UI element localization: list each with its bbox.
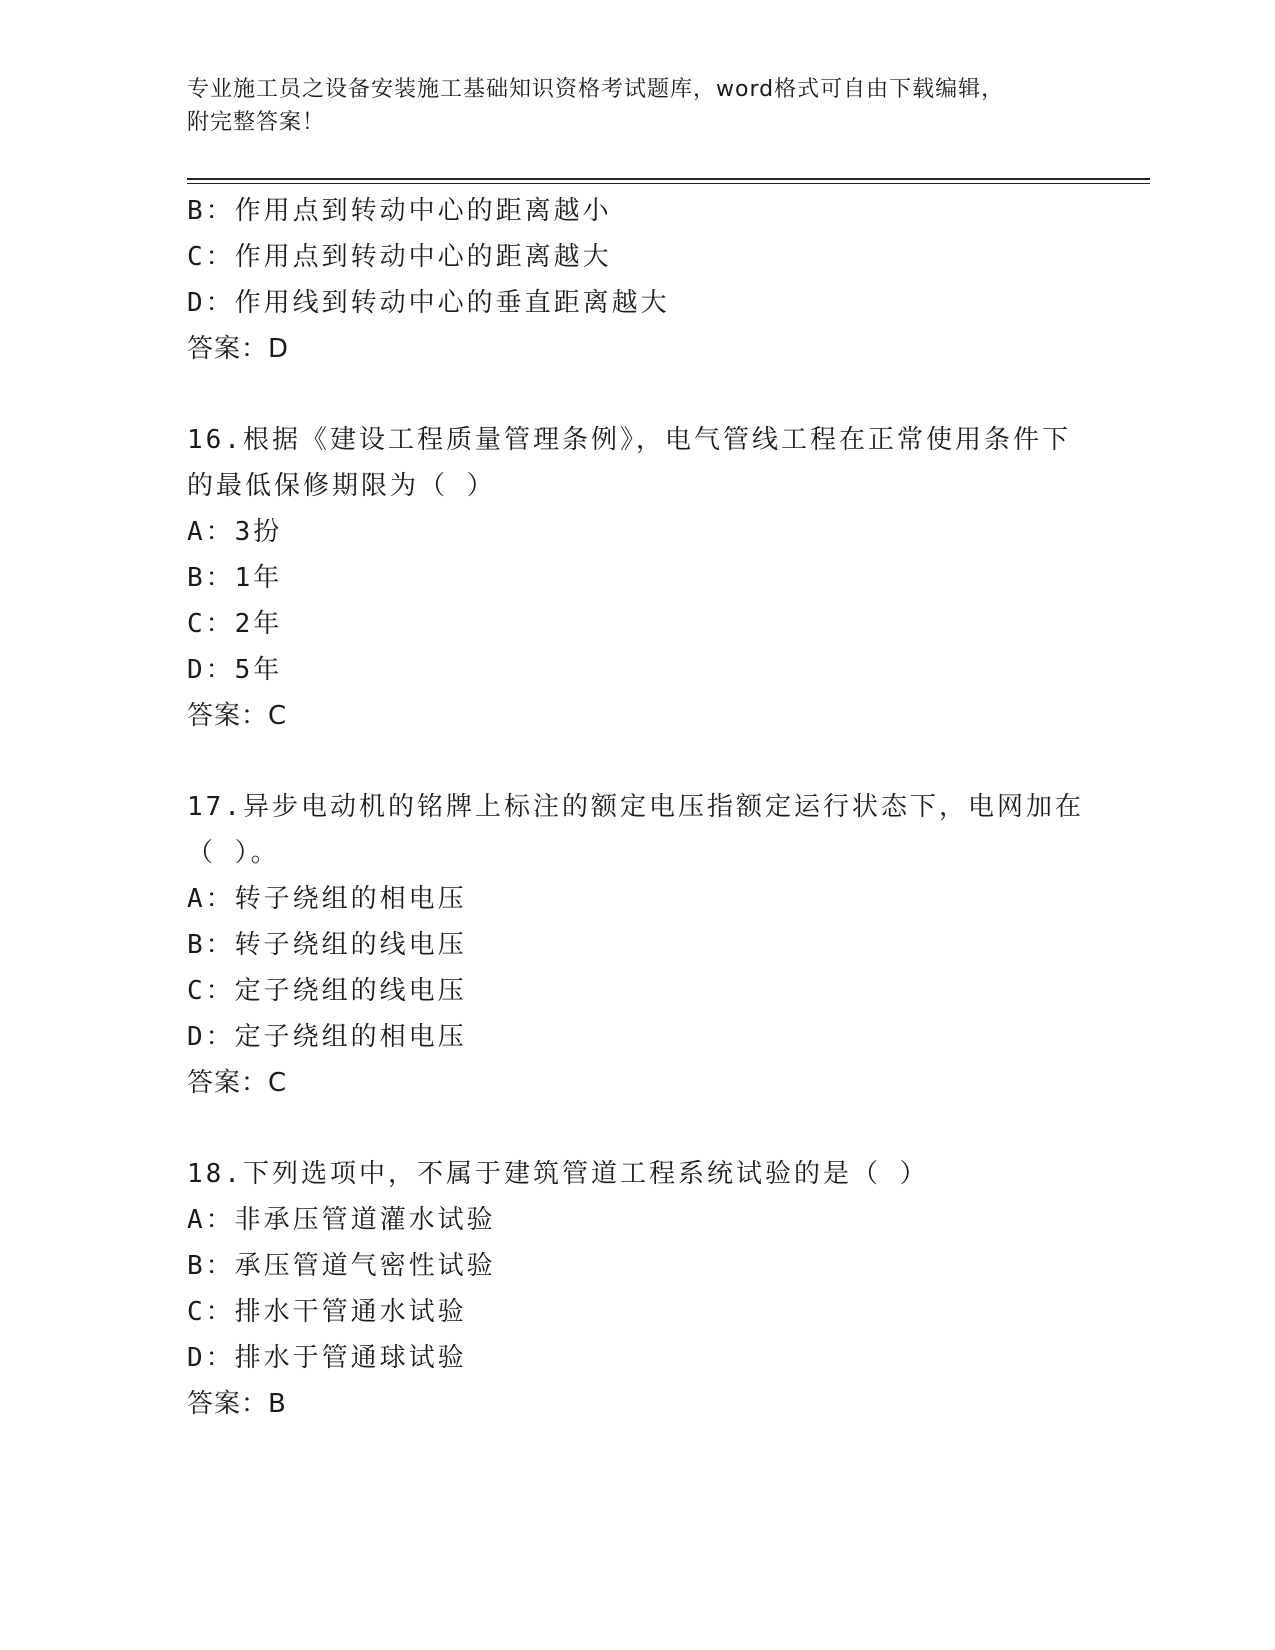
- option-d: D：定子绕组的相电压: [187, 1022, 467, 1052]
- option-c: C：定子绕组的线电压: [187, 976, 467, 1006]
- option-c: C：作用点到转动中心的距离越大: [187, 242, 612, 272]
- answer: 答案：C: [187, 1068, 288, 1098]
- option-c: C：2年: [187, 609, 283, 639]
- option-a: A：3扮: [187, 517, 283, 547]
- question-stem: （ ）。: [187, 838, 280, 868]
- option-a: A：非承压管道灌水试验: [187, 1205, 496, 1235]
- header-line-1: 专业施工员之设备安装施工基础知识资格考试题库，word格式可自由下载编辑，: [187, 77, 1005, 102]
- option-a: A：转子绕组的相电压: [187, 884, 467, 914]
- option-d: D：排水于管通球试验: [187, 1343, 467, 1373]
- answer: 答案：D: [187, 334, 290, 364]
- option-b: B：1年: [187, 563, 283, 593]
- question-list: [187, 188, 1087, 1427]
- question-stem: 的最低保修期限为（ ）: [187, 471, 496, 501]
- question-17: [187, 784, 1087, 1106]
- document-header: [187, 73, 1087, 139]
- option-b: B：承压管道气密性试验: [187, 1251, 496, 1281]
- question-stem: 17.异步电动机的铭牌上标注的额定电压指额定运行状态下，电网加在: [187, 792, 1084, 822]
- option-b: B：作用点到转动中心的距离越小: [187, 196, 612, 226]
- header-rule-thin: [187, 183, 1150, 184]
- option-d: D：作用线到转动中心的垂直距离越大: [187, 288, 670, 318]
- answer: 答案：B: [187, 1389, 287, 1419]
- question-18: [187, 1151, 1087, 1427]
- answer: 答案：C: [187, 701, 288, 731]
- header-rule-thick: [187, 178, 1150, 180]
- header-line-2: 附完整答案！: [187, 110, 326, 135]
- option-b: B：转子绕组的线电压: [187, 930, 467, 960]
- question-16: [187, 417, 1087, 739]
- question-stem: 18.下列选项中，不属于建筑管道工程系统试验的是（ ）: [187, 1159, 929, 1189]
- option-c: C：排水干管通水试验: [187, 1297, 467, 1327]
- question-stem: 16.根据《建设工程质量管理条例》，电气管线工程在正常使用条件下: [187, 425, 1071, 455]
- question-15-continuation: [187, 188, 1087, 372]
- option-d: D：5年: [187, 655, 283, 685]
